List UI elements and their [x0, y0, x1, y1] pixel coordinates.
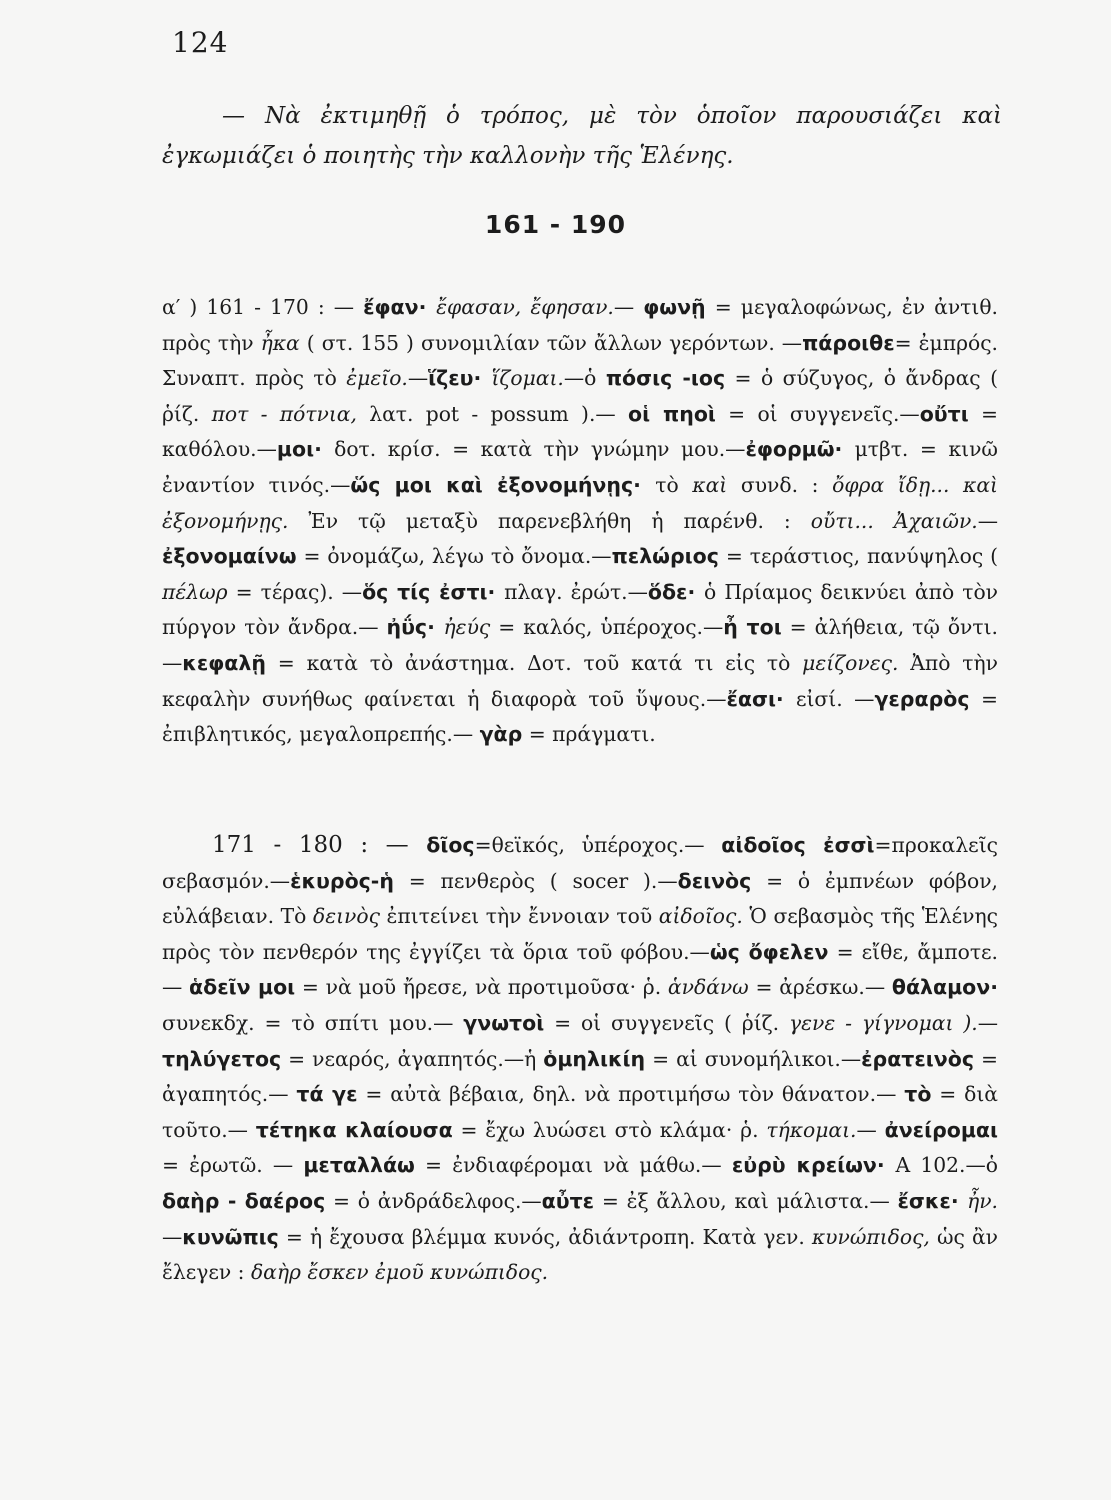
text-run: = μεγαλοφώνως, ἐν ἀντιθ. πρὸς τὴν [162, 295, 998, 355]
text-run: =θεϊκός, ὑπέροχος.— [474, 833, 722, 857]
italic-run: ἐμεῖο. [346, 366, 408, 391]
text-run: συνδ. : [727, 472, 833, 497]
text-run: = τέρας). — [227, 579, 363, 604]
italic-run: καὶ [692, 472, 728, 497]
lemma-term: πόσις -ιος [605, 366, 726, 391]
text-run: = ὁ σύζυγος, ὁ ἄνδρας ( ῥίζ. [162, 366, 998, 426]
italic-run: κυνώπιδος, [811, 1224, 930, 1249]
text-run: = ἔχω λυώσει στὸ κλάμα· ῥ. [452, 1117, 767, 1142]
text-run: = εἴθε, ἄμποτε.— [162, 939, 998, 1000]
italic-run: ἠεύς [443, 615, 491, 640]
lemma-term: ὁμηλικίη [543, 1046, 646, 1071]
lemma-term: μεταλλάω [303, 1153, 415, 1178]
text-run: = ἐρωτῶ. — [162, 1153, 304, 1178]
italic-run: οὔτι... Ἀχαιῶν. [810, 508, 978, 533]
italic-run: δεινὸς [312, 904, 380, 929]
text-run: πλαγ. ἐρώτ.— [504, 579, 648, 604]
text-run: τὸ [655, 472, 693, 497]
commentary-paragraph-161-170 [162, 290, 998, 753]
text-run: — [856, 1117, 885, 1142]
text-run: = οἱ συγγενεῖς.— [715, 401, 920, 426]
italic-run: ἁνδάνω [667, 975, 749, 1000]
text-run: = ἀλήθεια, τῷ ὄντι.— [162, 615, 998, 675]
text-run: = ἀγαπητός.— [162, 1046, 998, 1107]
text-run: — [977, 1010, 998, 1035]
italic-run: μείζονες. [802, 650, 899, 675]
text-run: = ἐμπρός. Συναπτ. πρὸς τὸ [162, 330, 999, 391]
commentary-paragraph-171-180 [162, 828, 998, 1291]
lemma-term: ἔσκε· [897, 1188, 968, 1213]
lemma-term: τέτηκα κλαίουσα [255, 1117, 453, 1142]
lemma-term: θάλαμον· [891, 975, 999, 1000]
text-run: = πράγματι. [522, 722, 656, 747]
text-run: ὡς ἂν ἔλεγεν : [162, 1224, 998, 1285]
lemma-term: πελώριος [611, 544, 719, 569]
lemma-term: πάροιθε [802, 330, 895, 355]
text-run: = ἐξ ἄλλου, καὶ μάλιστα.— [594, 1188, 898, 1213]
text-run: Α 102.—ὁ [895, 1153, 998, 1178]
lemma-term: γὰρ [479, 722, 523, 747]
text-run: — [613, 295, 644, 319]
italic-run: γενε - γίγνομαι ). [789, 1010, 978, 1035]
lemma-term: ὅδε· [647, 579, 705, 604]
text-run: — [407, 366, 429, 391]
lemma-term: γεραρὸς [874, 686, 970, 711]
lemma-term: τά γε [296, 1082, 358, 1107]
text-run: = διὰ τοῦτο.— [162, 1082, 998, 1142]
lemma-term: ὡς ὄφελεν [709, 939, 829, 964]
lemma-term: γνωτοὶ [463, 1010, 545, 1035]
lemma-term: φωνῇ [643, 295, 706, 319]
lemma-term: ὅς τίς ἐστι· [362, 579, 505, 604]
italic-run: ἔφασαν, ἔφησαν. [436, 295, 614, 319]
lemma-term: κυνῶπις [182, 1224, 279, 1249]
lemma-term: ἔφαν· [363, 295, 437, 319]
text-run: = νὰ μοῦ ἤρεσε, νὰ προτιμοῦσα· ῥ. [295, 975, 668, 1000]
lemma-term: ἦ τοι [723, 615, 782, 640]
text-run: Ὁ σεβασμὸς τῆς Ἑλένης πρὸς τὸν πενθερόν της ἐγγίζει τὰ ὅρια τοῦ φόβου.— [162, 904, 998, 964]
text-run: — [977, 508, 999, 533]
intro-question: — Νὰ ἐκτιμηθῇ ὁ τρόπος, μὲ τὸν ὁποῖον παρουσιάζει καὶ ἐγκωμιάζει ὁ ποιητὴς τὴν καλλονὴν τῆς Ἑλένης. [162, 103, 1002, 169]
text-run: α′ ) 161 - 170 : — [162, 295, 364, 319]
lemma-term: οὔτι [919, 401, 969, 426]
italic-run: δαὴρ ἔσκεν ἐμοῦ κυνώπιδος. [250, 1260, 549, 1285]
text-run: = ἀρέσκω.— [748, 975, 892, 1000]
italic-run: αἰδοῖος. [658, 904, 743, 929]
italic-run: ἦν. [967, 1188, 998, 1213]
lemma-term: μοι· [276, 437, 335, 462]
text-run: — [162, 1224, 183, 1249]
text-run: = ἐπιβλητικός, μεγαλοπρεπής.— [162, 686, 998, 747]
text-run: συνεκδχ. = τὸ σπίτι μου.— [162, 1010, 464, 1035]
text-run: = νεαρός, ἀγαπητός.—ἡ [281, 1046, 544, 1071]
lemma-term: αἰδοῖος ἐσσὶ [721, 833, 875, 857]
lemma-term: ἵζευ· [428, 366, 492, 391]
text-run: = πενθερὸς ( socer ).— [393, 868, 678, 893]
lemma-term: ἠΰς· [386, 615, 444, 640]
text-run: Ἐν τῷ μεταξὺ παρενεβλήθη ἡ παρένθ. : [288, 508, 811, 533]
text-run: εἰσί. — [795, 686, 875, 711]
italic-run: πέλωρ [162, 579, 228, 604]
lemma-term: ἀνείρομαι [884, 1117, 998, 1142]
text-run: Ἀπὸ τὴν κεφαλὴν συνήθως φαίνεται ἡ διαφορὰ τοῦ ὕψους.— [162, 650, 998, 711]
text-run: = αἱ συνομήλικοι.— [645, 1046, 862, 1071]
lemma-term: δαὴρ - δαέρος [162, 1188, 326, 1213]
text-run: = τεράστιος, πανύψηλος ( [718, 544, 999, 569]
italic-run: ποτ - πότνια, [211, 401, 357, 426]
page-number: 124 [172, 26, 229, 59]
text-run: λατ. pot - possum ).— [356, 401, 628, 426]
italic-run: τήκομαι. [766, 1117, 857, 1142]
section-heading: 161 - 190 [484, 210, 627, 239]
text-run: = ἐνδιαφέρομαι νὰ μάθω.— [414, 1153, 732, 1178]
lemma-term: ἐρατεινὸς [861, 1046, 974, 1071]
lemma-term: ὥς μοι καὶ ἐξονομήνῃς· [350, 472, 656, 497]
text-run: = οἱ συγγενεῖς ( ῥίζ. [544, 1010, 790, 1035]
lemma-term: ἑκυρὸς-ἡ [290, 868, 394, 893]
line-range: 171 - 180 : — [212, 832, 427, 858]
lemma-term: εὐρὺ κρείων· [731, 1153, 896, 1178]
lemma-term: δῖος [426, 833, 475, 857]
lemma-term: ἐξονομαίνω [162, 544, 297, 569]
text-run: ἐπιτείνει τὴν ἔννοιαν τοῦ [379, 904, 659, 929]
lemma-term: δεινὸς [677, 868, 752, 893]
text-run: = ὁ ἐμπνέων φόβον, εὐλάβειαν. Τὸ [162, 868, 998, 929]
text-run: ( στ. 155 ) συνομιλίαν τῶν ἄλλων γερόντων. — [299, 330, 803, 355]
text-run: = ὁ ἀνδράδελφος.— [325, 1188, 542, 1213]
text-run: = ἡ ἔχουσα βλέμμα κυνός, ἀδιάντροπη. Κατὰ γεν. [278, 1224, 812, 1249]
lemma-term: κεφαλῇ [182, 650, 266, 675]
italic-run: ὄφρα ἴδῃ... καὶ ἐξονομήνῃς. [162, 472, 999, 533]
italic-run: ἦκα [260, 330, 300, 355]
lemma-term: αὖτε [541, 1188, 595, 1213]
text-run: = ὀνομάζω, λέγω τὸ ὄνομα.— [296, 544, 612, 569]
text-run: = αὐτὰ βέβαια, δηλ. νὰ προτιμήσω τὸν θάνατον.— [357, 1082, 905, 1107]
text-run: μτβτ. = κινῶ ἐναντίον τινός.— [162, 437, 998, 497]
lemma-term: οἱ πηοὶ [627, 401, 716, 426]
text-run: ὁ Πρίαμος δεικνύει ἀπὸ τὸν πύργον τὸν ἄνδρα.— [162, 579, 998, 640]
text-run: = καθόλου.— [162, 401, 998, 462]
lemma-term: ἐφορμῶ· [745, 437, 855, 462]
text-run: —ὁ [563, 366, 606, 391]
lemma-term: ἁδεῖν μοι [189, 975, 296, 1000]
text-run: δοτ. κρίσ. = κατὰ τὴν γνώμην μου.— [334, 437, 746, 462]
text-run: = καλός, ὑπέροχος.— [490, 615, 724, 640]
text-run: = κατὰ τὸ ἀνάστημα. Δοτ. τοῦ κατά τι εἰς τὸ [265, 650, 803, 675]
lemma-term: τὸ [904, 1082, 932, 1107]
lemma-term: ἔασι· [726, 686, 796, 711]
italic-run: ἵζομαι. [491, 366, 564, 391]
text-run: =προκαλεῖς σεβασμόν.— [162, 833, 998, 893]
lemma-term: τηλύγετος [162, 1046, 282, 1071]
